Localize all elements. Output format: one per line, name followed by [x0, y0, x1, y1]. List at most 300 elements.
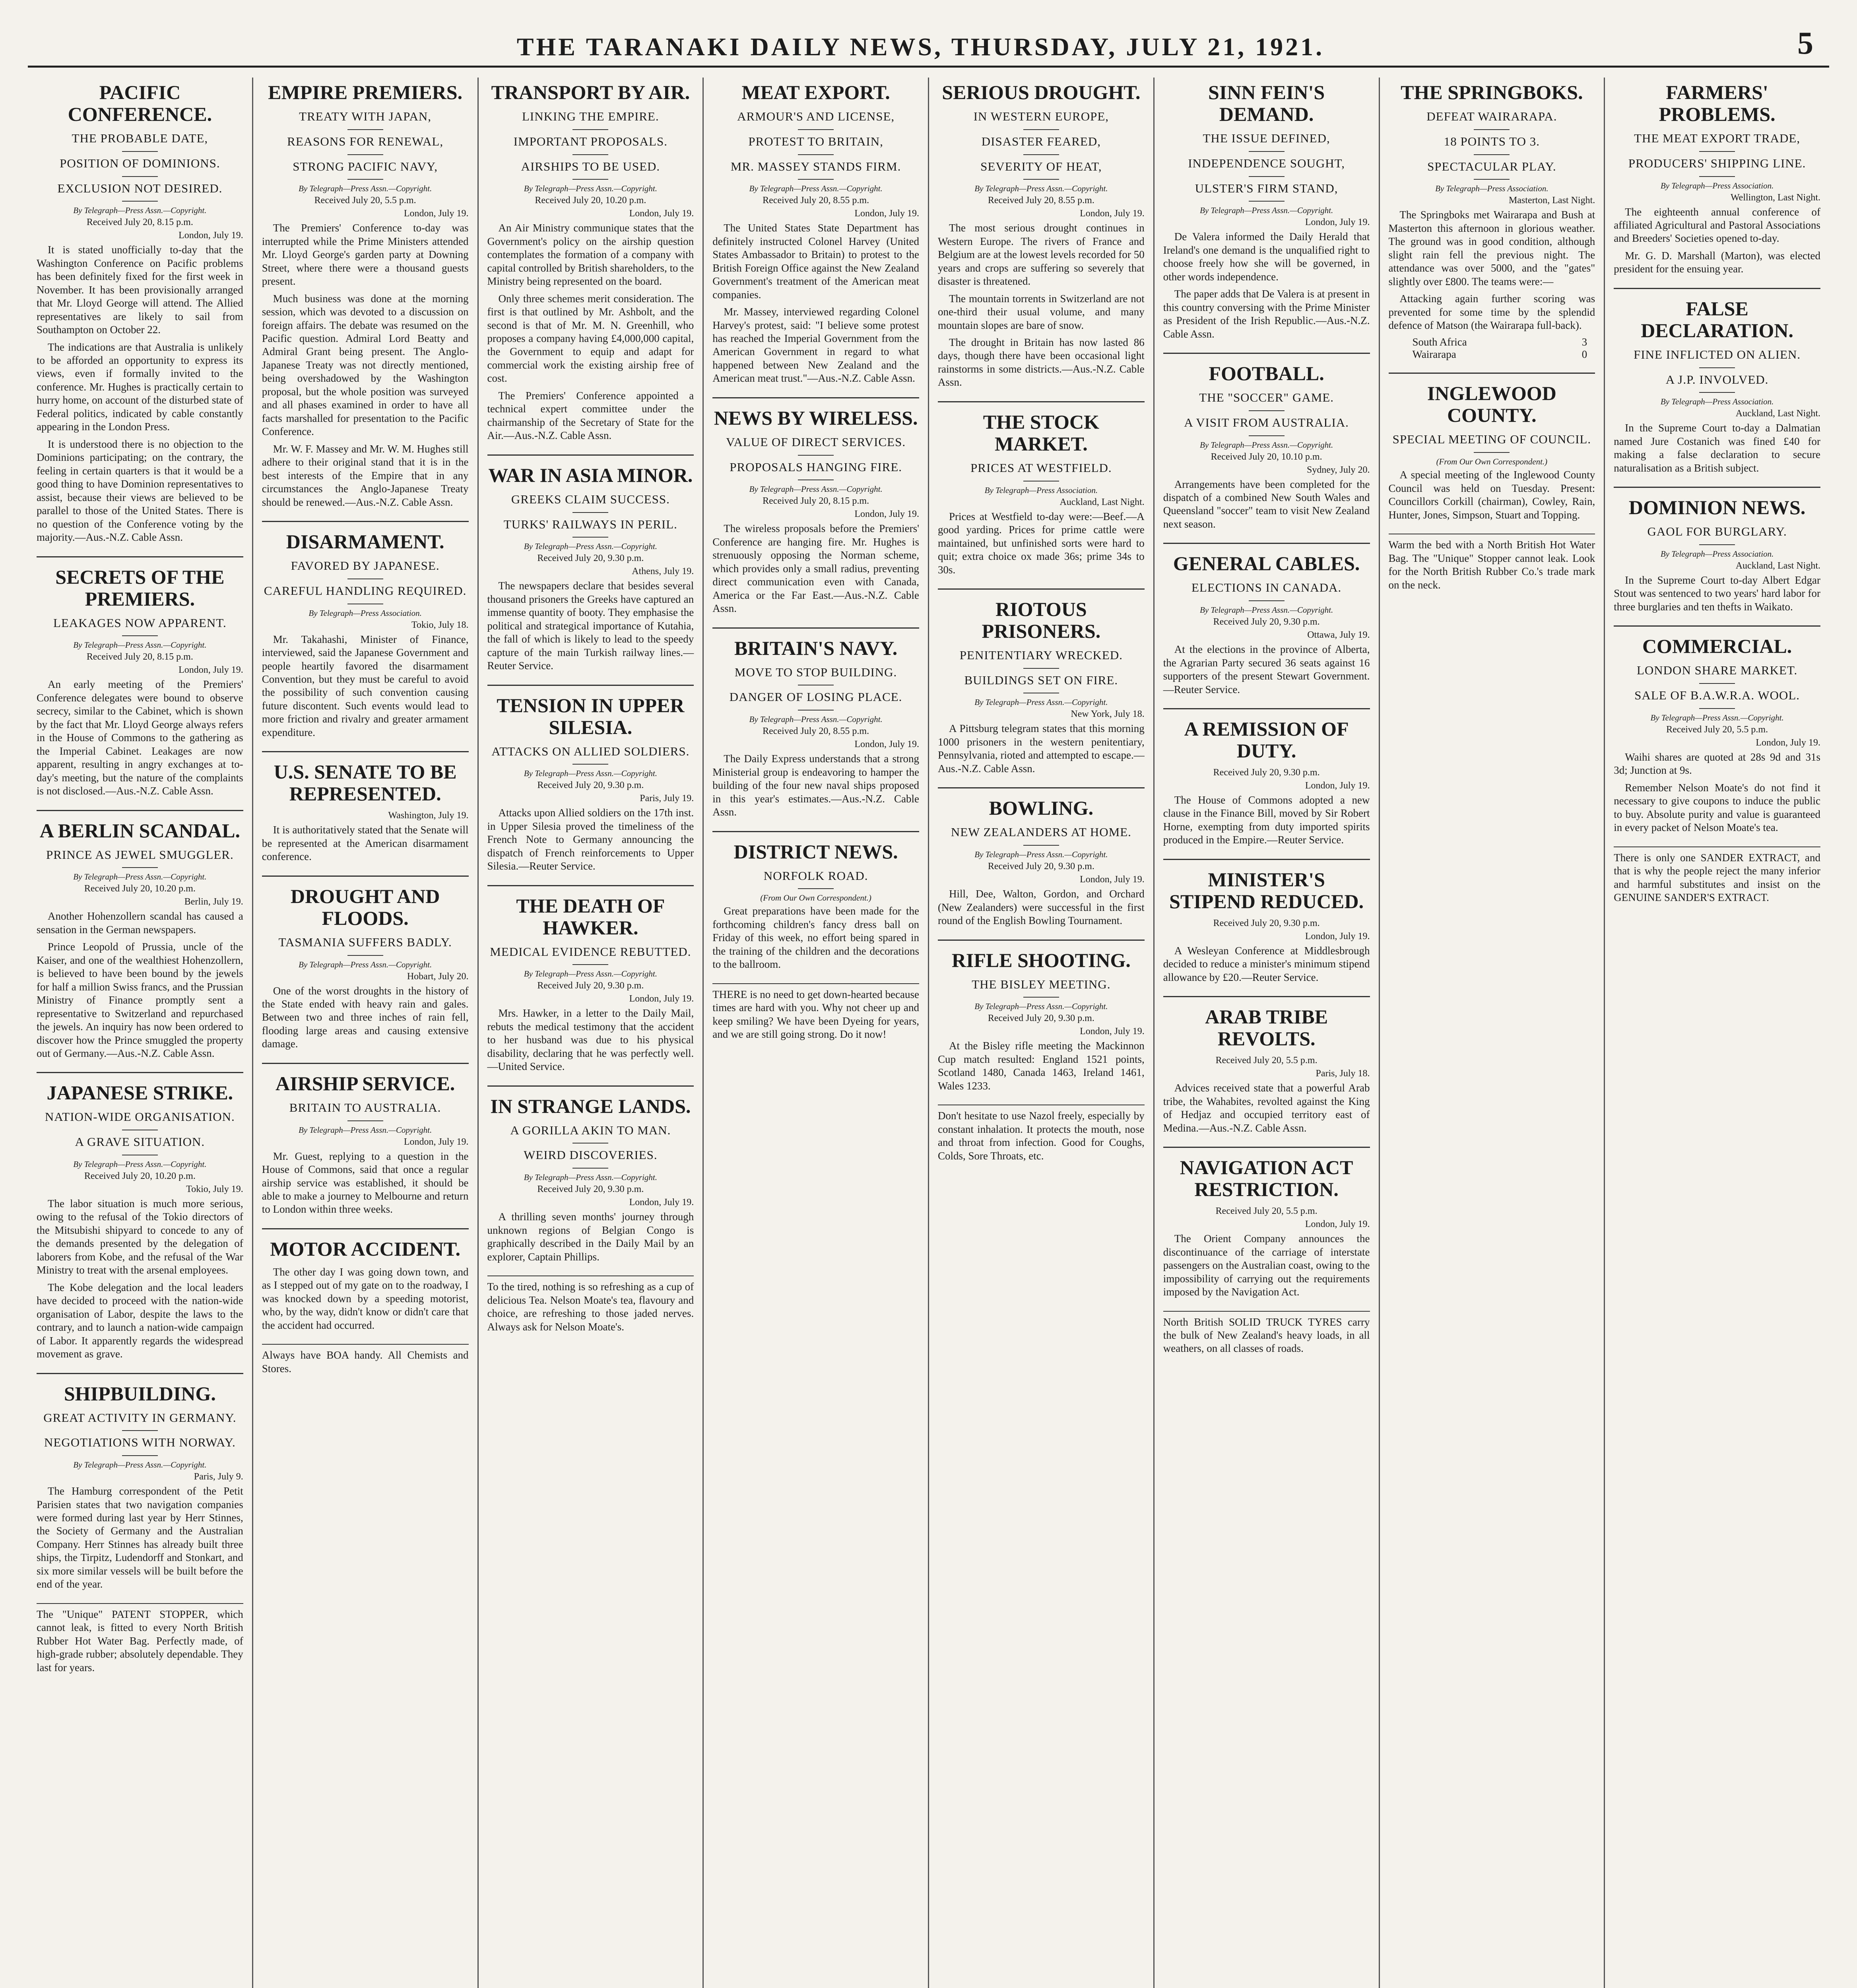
dateline: Auckland, Last Night.: [1735, 560, 1820, 571]
article-paragraph: At the Bisley rifle meeting the Mackinnon Cup match resulted: England 1521 points, Scotland 1480, Canada 1463, Ireland 1461, Wales 1233.: [938, 1040, 1145, 1092]
column-8: [1605, 78, 1829, 1988]
dateline: London, July 19.: [629, 1197, 694, 1208]
article-paragraph: Advices received state that a powerful Arab tribe, the Wahabites, revolted against the King of Hedjaz and occupied territory east of Medina.—Aus.-N.Z. Cable Assn.: [1163, 1082, 1370, 1134]
byline: By Telegraph—Press Assn.—Copyright.: [524, 969, 657, 979]
subheading: TREATY WITH JAPAN,: [262, 109, 469, 130]
byline: By Telegraph—Press Assn.—Copyright.: [974, 850, 1108, 860]
subheading: NATION-WIDE ORGANISATION.: [37, 1109, 243, 1130]
column-rule: [1163, 1147, 1370, 1148]
advertisement: To the tired, nothing is so refreshing as a cup of delicious Tea. Nelson Moate's tea, flavoury and choice, are refreshing to those jaded nerves. Always ask for Nelson Moate's.: [487, 1276, 694, 1334]
headline: SHIPBUILDING.: [64, 1382, 216, 1405]
dateline: Tokio, July 18.: [411, 619, 469, 630]
byline: By Telegraph—Press Assn.—Copyright.: [524, 1173, 657, 1182]
dateline: Auckland, Last Night.: [1059, 497, 1145, 507]
subheading: REASONS FOR RENEWAL,: [262, 134, 469, 155]
dateline: Washington, July 19.: [388, 810, 469, 821]
subheading: A J.P. INVOLVED.: [1614, 372, 1820, 393]
article: [262, 1238, 469, 1332]
column-rule: [1614, 288, 1820, 289]
article-paragraph: In the Supreme Court to-day a Dalmatian named Jure Costanich was fined £40 for making a false declaration to secure naturalisation as a British subject.: [1614, 422, 1820, 474]
column-4: [704, 78, 929, 1988]
article-paragraph: Another Hohenzollern scandal has caused a sensation in the German newspapers.: [37, 910, 243, 936]
byline: By Telegraph—Press Association.: [1435, 184, 1548, 194]
article-paragraph: A Wesleyan Conference at Middlesbrough decided to reduce a minister's minimum stipend allowance by £20.—Reuter Service.: [1163, 944, 1370, 983]
article-paragraph: Great preparations have been made for the forthcoming children's fancy dress ball on Friday of this week, no effort being spared in the training of the children and the decorations to the ballroom.: [712, 905, 919, 971]
column-rule: [712, 627, 919, 629]
article: [37, 566, 243, 798]
article: [938, 411, 1145, 577]
subheading: MR. MASSEY STANDS FIRM.: [712, 159, 919, 180]
headline: DROUGHT AND FLOODS.: [290, 885, 440, 929]
headline: TRANSPORT BY AIR.: [491, 81, 690, 103]
article-paragraph: Mr. Guest, replying to a question in the House of Commons, said that once a regular airship service was established, it should be able to make a journey to Melbourne and return to London within three weeks.: [262, 1150, 469, 1215]
dateline: Wellington, Last Night.: [1730, 192, 1820, 203]
column-rule: [487, 454, 694, 456]
score-row: [1413, 336, 1587, 348]
dateline: Masterton, Last Night.: [1508, 195, 1595, 206]
article-paragraph: The mountain torrents in Switzerland are not one-third their usual volume, and many mountain slopes are bare of snow.: [938, 292, 1145, 331]
subheading: EXCLUSION NOT DESIRED.: [37, 181, 243, 202]
received-time: Received July 20, 10.20 p.m.: [84, 883, 196, 894]
article-paragraph: An Air Ministry communique states that the Government's policy on the airship question contemplates the formation of a company with capital controlled by British shareholders, to the Ministry being represented on the board.: [487, 222, 694, 287]
headline: JAPANESE STRIKE.: [47, 1081, 233, 1104]
byline: By Telegraph—Press Association.: [984, 485, 1098, 495]
dateline: London, July 19.: [1305, 217, 1370, 228]
article-paragraph: Mr. Takahashi, Minister of Finance, interviewed, said the Japanese Government and people heartily favored the disarmament Convention, but they must be careful to avoid the possibility of such convention causing future discontent. Such events would lead to more friction and rivalry and greater armament expenditure.: [262, 633, 469, 738]
dateline: London, July 19.: [854, 739, 919, 750]
article-paragraph: The indications are that Australia is unlikely to be afforded an opportunity to express its views, even if formally invited to the conference. Mr. Hughes is practically certain to hurry home, on account of the disturbed state of Federal politics, indicated by cable constantly appearing in the London Press.: [37, 341, 243, 433]
subheading: STRONG PACIFIC NAVY,: [262, 159, 469, 180]
dateline: Auckland, Last Night.: [1735, 408, 1820, 419]
received-time: Received July 20, 9.30 p.m.: [1213, 767, 1320, 778]
article-paragraph: The other day I was going down town, and as I stepped out of my gate on to the roadway, I was knocked down by a speeding motorist, who, by the way, didn't know or didn't care that the accident had occurred.: [262, 1266, 469, 1331]
column-rule: [37, 810, 243, 811]
received-time: Received July 20, 8.15 p.m.: [86, 652, 193, 662]
column-rule: [938, 588, 1145, 590]
subheading: WEIRD DISCOVERIES.: [487, 1147, 694, 1169]
column-rule: [262, 1063, 469, 1064]
byline: (From Our Own Correspondent.): [1436, 457, 1548, 467]
article-paragraph: A Pittsburg telegram states that this morning 1000 prisoners in the western penitentiary, Pennsylvania, rioted and attempted to escape.—Aus.-N.Z. Cable Assn.: [938, 722, 1145, 775]
article: [37, 82, 243, 544]
article-paragraph: The newspapers declare that besides several thousand prisoners the Greeks have captured an immense quantity of booty. They emphasise the political and strategical importance of Kutahia, the fall of which is likely to lead to the speedy capture of the main Turkish railway lines.—Reuter Service.: [487, 580, 694, 672]
dateline: Paris, July 18.: [1316, 1068, 1370, 1079]
subheading: SPECIAL MEETING OF COUNCIL.: [1389, 432, 1595, 453]
headline: THE DEATH OF HAWKER.: [516, 894, 665, 939]
article-paragraph: Arrangements have been completed for the dispatch of a combined New South Wales and Queensland "soccer" team to visit New Zealand next season.: [1163, 478, 1370, 530]
column-rule: [1163, 543, 1370, 544]
received-time: Received July 20, 5.5 p.m.: [1666, 724, 1768, 735]
column-rule: [1163, 859, 1370, 860]
score-row: [1413, 348, 1587, 361]
subheading: TASMANIA SUFFERS BADLY.: [262, 935, 469, 956]
article-paragraph: Prices at Westfield to-day were:—Beef.—A good yarding. Prices for prime cattle were maintained, but unfinished sorts were hard to quit; extra choice ox made 36s; prime 34s to 30s.: [938, 510, 1145, 576]
article: [712, 841, 919, 971]
column-rule: [262, 521, 469, 522]
byline: By Telegraph—Press Assn.—Copyright.: [73, 872, 207, 882]
article: [487, 464, 694, 673]
byline: By Telegraph—Press Assn.—Copyright.: [73, 1159, 207, 1169]
headline: RIOTOUS PRISONERS.: [982, 598, 1101, 642]
received-time: Received July 20, 9.30 p.m.: [537, 553, 644, 564]
dateline: Tokio, July 19.: [186, 1184, 243, 1194]
article: [1614, 298, 1820, 475]
dateline: Hobart, July 20.: [407, 971, 469, 982]
column-6: [1155, 78, 1380, 1988]
score-table: [1413, 336, 1587, 361]
masthead-title: THE TARANAKI DAILY NEWS, THURSDAY, JULY 21, 1921.: [516, 33, 1325, 61]
article-paragraph: The Daily Express understands that a strong Ministerial group is endeavoring to hamper the building of the four new naval ships proposed in this year's estimates.—Aus.-N.Z. Cable Assn.: [712, 753, 919, 818]
article: [1163, 82, 1370, 341]
byline: By Telegraph—Press Assn.—Copyright.: [299, 184, 432, 194]
article-paragraph: The Springboks met Wairarapa and Bush at Masterton this afternoon in glorious weather. The ground was in good condition, although slight rain fell the previous night. The attendance was over 5000, and the "gates" slightly over £800. The teams were:—: [1388, 209, 1595, 287]
headline: U.S. SENATE TO BE REPRESENTED.: [274, 761, 457, 805]
subheading: PROTEST TO BRITAIN,: [712, 134, 919, 155]
subheading: GREAT ACTIVITY IN GERMANY.: [37, 1410, 243, 1431]
advertisement: THERE is no need to get down-hearted because times are hard with you. Why not cheer up and keep smiling? We have been Dyeing for years, and we are still going strong. Do it now!: [712, 983, 919, 1041]
article: [1163, 553, 1370, 696]
article-paragraph: The drought in Britain has now lasted 86 days, though there have been occasional light rainstorms in some districts.—Aus.-N.Z. Cable Assn.: [938, 336, 1145, 388]
article-paragraph: The Hamburg correspondent of the Petit Parisien states that two navigation companies were formed during last year by Herr Stinnes, the Society of Germany and the Australian Company. Herr Stinnes has already built three ships, the Tirpitz, Ludendorff and Stonkart, and six more similar vessels will be built before the end of the year.: [37, 1485, 243, 1590]
column-rule: [1614, 625, 1820, 627]
received-time: Received July 20, 8.15 p.m.: [763, 496, 869, 507]
advertisement: The "Unique" PATENT STOPPER, which cannot leak, is fitted to every North British Rubber Hot Water Bag. Perfectly made, of high-grade rubber; absolutely dependable. They last for years.: [37, 1603, 243, 1674]
received-time: Received July 20, 8.55 p.m.: [988, 195, 1094, 206]
subheading: PRODUCERS' SHIPPING LINE.: [1614, 156, 1820, 177]
headline: TENSION IN UPPER SILESIA.: [497, 694, 685, 738]
subheading: IN WESTERN EUROPE,: [938, 109, 1145, 130]
subheading: LEAKAGES NOW APPARENT.: [37, 615, 243, 637]
dateline: London, July 19.: [1080, 1026, 1145, 1037]
column-rule: [37, 1072, 243, 1073]
article: [938, 82, 1145, 389]
column-rule: [487, 1085, 694, 1087]
subheading: GREEKS CLAIM SUCCESS.: [487, 492, 694, 513]
article-paragraph: Mr. G. D. Marshall (Marton), was elected president for the ensuing year.: [1614, 249, 1820, 275]
article-paragraph: Remember Nelson Moate's do not find it necessary to give coupons to induce the public to buy. Absolute purity and value is guaranteed in every packet of Nelson Moate's tea.: [1614, 781, 1820, 834]
subheading: SEVERITY OF HEAT,: [938, 159, 1145, 180]
dateline: London, July 19.: [629, 994, 694, 1004]
received-time: Received July 20, 9.30 p.m.: [537, 980, 644, 991]
article-paragraph: Prince Leopold of Prussia, uncle of the Kaiser, and one of the wealthiest Hohenzollern, is believed to have been bound by the jewels for half a million Swiss francs, and the Prussian Ministry of Finance promptly sent a representative to Switzerland and repurchased the jewels. An inquiry has now been ordered to discover how the Prince smuggled the property out of Germany.—Aus.-N.Z. Cable Assn.: [37, 941, 243, 1059]
article: [938, 598, 1145, 775]
subheading: PROPOSALS HANGING FIRE.: [712, 460, 919, 481]
subheading: 18 POINTS TO 3.: [1389, 134, 1595, 155]
headline: AIRSHIP SERVICE.: [276, 1072, 455, 1095]
subheading: DISASTER FEARED,: [938, 134, 1145, 155]
column-rule: [1614, 487, 1820, 488]
received-time: Received July 20, 8.55 p.m.: [763, 726, 869, 737]
headline: BRITAIN'S NAVY.: [734, 637, 898, 659]
column-5: [929, 78, 1155, 1988]
subheading: ATTACKS ON ALLIED SOLDIERS.: [487, 744, 694, 765]
subheading: MEDICAL EVIDENCE REBUTTED.: [487, 944, 694, 965]
headline: A BERLIN SCANDAL.: [39, 819, 241, 842]
headline: A REMISSION OF DUTY.: [1184, 718, 1349, 762]
subheading: DEFEAT WAIRARAPA.: [1389, 109, 1595, 130]
article-paragraph: Attacks upon Allied soldiers on the 17th inst. in Upper Silesia proved the timeliness of the French Note to Germany announcing the dispatch of French reinforcements to Upper Silesia.—Reuter Service.: [487, 807, 694, 872]
article: [262, 761, 469, 863]
byline: By Telegraph—Press Assn.—Copyright.: [1200, 605, 1333, 615]
advertisement: Don't hesitate to use Nazol freely, especially by constant inhalation. It protects the mouth, nose and throat from infection. Good for Coughs, Colds, Sore Throats, etc.: [938, 1105, 1145, 1163]
team-points: 3: [1581, 336, 1587, 348]
received-time: Received July 20, 9.30 p.m.: [1213, 617, 1320, 627]
headline: FARMERS' PROBLEMS.: [1659, 81, 1776, 125]
headline: NAVIGATION ACT RESTRICTION.: [1180, 1156, 1353, 1201]
headline: SERIOUS DROUGHT.: [942, 81, 1141, 103]
dateline: London, July 19.: [404, 1136, 469, 1147]
subheading: THE PROBABLE DATE,: [37, 131, 243, 152]
byline: By Telegraph—Press Assn.—Copyright.: [749, 484, 883, 494]
article: [938, 797, 1145, 927]
dateline: London, July 19.: [1080, 874, 1145, 885]
byline: By Telegraph—Press Assn.—Copyright.: [524, 184, 657, 194]
received-time: Received July 20, 9.30 p.m.: [1213, 918, 1320, 928]
column-rule: [37, 1373, 243, 1374]
subheading: LONDON SHARE MARKET.: [1614, 663, 1820, 684]
advertisement: Warm the bed with a North British Hot Water Bag. The "Unique" Stopper cannot leak. Look for the North British Rubber Co.'s trade mark on the neck.: [1389, 534, 1595, 592]
headline: ARAB TRIBE REVOLTS.: [1205, 1006, 1328, 1050]
subheading: THE MEAT EXPORT TRADE,: [1614, 131, 1820, 152]
byline: (From Our Own Correspondent.): [760, 893, 871, 903]
column-rule: [938, 940, 1145, 941]
column-rule: [487, 885, 694, 886]
column-rule: [1163, 708, 1370, 709]
byline: By Telegraph—Press Assn.—Copyright.: [974, 1002, 1108, 1011]
dateline: London, July 19.: [179, 230, 243, 241]
headline: THE SPRINGBOKS.: [1401, 81, 1583, 103]
headline: MEAT EXPORT.: [741, 81, 890, 103]
column-rule: [262, 876, 469, 877]
dateline: London, July 19.: [1305, 931, 1370, 942]
article-paragraph: It is stated unofficially to-day that the Washington Conference on Pacific problems has been definitely fixed for the first week in November. It has been provisionally arranged that Mr. Lloyd George will attend. The Allied representatives are likely to sail from Southampton on October 22.: [37, 244, 243, 336]
subheading: POSITION OF DOMINIONS.: [37, 156, 243, 177]
headline: DOMINION NEWS.: [1628, 496, 1806, 519]
article: [1614, 635, 1820, 834]
headline: SECRETS OF THE PREMIERS.: [55, 565, 225, 610]
received-time: Received July 20, 5.5 p.m.: [1215, 1055, 1318, 1066]
article-paragraph: The United States State Department has definitely instructed Colonel Harvey (United States Ambassador to Britain) to protest to the British Foreign Office against the New Zealand Government's treatment of the American meat companies.: [712, 222, 919, 301]
article-paragraph: The Orient Company announces the discontinuance of the carriage of interstate passengers on the Australian coast, owing to the impossibility of carrying out the requirements imposed by the Navigation Act.: [1163, 1233, 1370, 1298]
headline: WAR IN ASIA MINOR.: [488, 464, 693, 486]
headline: FOOTBALL.: [1209, 362, 1324, 384]
article-paragraph: Attacking again further scoring was prevented for some time by the splendid defence of Matson (the Wairarapa full-back).: [1388, 293, 1595, 331]
article: [1163, 363, 1370, 531]
masthead: [28, 22, 1829, 68]
headline: DISARMAMENT.: [286, 530, 444, 553]
headline: DISTRICT NEWS.: [733, 840, 898, 863]
headline: MINISTER'S STIPEND REDUCED.: [1169, 868, 1364, 912]
headline: BOWLING.: [989, 797, 1094, 819]
article: [262, 1073, 469, 1216]
article-paragraph: One of the worst droughts in the history of the State ended with heavy rain and gales. Between two and three inches of rain fell, flooding large areas and causing extensive damage.: [262, 984, 469, 1050]
headline: RIFLE SHOOTING.: [951, 949, 1131, 971]
dateline: Athens, July 19.: [632, 566, 694, 577]
team-name: South Africa: [1412, 336, 1467, 348]
dateline: London, July 19.: [179, 665, 243, 676]
received-time: Received July 20, 9.30 p.m.: [537, 780, 644, 791]
byline: By Telegraph—Press Assn.—Copyright.: [974, 184, 1108, 194]
article: [1389, 382, 1595, 522]
subheading: ARMOUR'S AND LICENSE,: [712, 109, 919, 130]
article: [37, 820, 243, 1060]
dateline: New York, July 18.: [1071, 709, 1145, 720]
subheading: ULSTER'S FIRM STAND,: [1163, 181, 1370, 202]
article-paragraph: The Premiers' Conference appointed a technical expert committee under the chairmanship of the Secretary of State for the Air.—Aus.-N.Z. Cable Assn.: [487, 389, 694, 442]
received-time: Received July 20, 9.30 p.m.: [537, 1184, 644, 1195]
article: [487, 1095, 694, 1264]
headline: MOTOR ACCIDENT.: [270, 1237, 460, 1260]
advertisement: There is only one SANDER EXTRACT, and that is why the people reject the many inferior and harmful substitutes and insist on the GENUINE SANDER'S EXTRACT.: [1614, 846, 1820, 905]
article-paragraph: Waihi shares are quoted at 28s 9d and 31s 3d; Junction at 9s.: [1614, 751, 1820, 777]
headline: INGLEWOOD COUNTY.: [1427, 382, 1556, 427]
subheading: BRITAIN TO AUSTRALIA.: [262, 1100, 469, 1121]
byline: By Telegraph—Press Assn.—Copyright.: [299, 959, 432, 969]
subheading: PENITENTIARY WRECKED.: [938, 648, 1145, 669]
subheading: FAVORED BY JAPANESE.: [262, 558, 469, 579]
article: [1614, 82, 1820, 276]
column-1: [28, 78, 253, 1988]
subheading: AIRSHIPS TO BE USED.: [487, 159, 694, 180]
subheading: MOVE TO STOP BUILDING.: [712, 665, 919, 686]
column-rule: [1163, 353, 1370, 354]
column-rule: [712, 831, 919, 832]
article: [487, 82, 694, 443]
subheading: CAREFUL HANDLING REQUIRED.: [262, 583, 469, 604]
headline: NEWS BY WIRELESS.: [714, 406, 918, 429]
article-paragraph: Only three schemes merit consideration. The first is that outlined by Mr. Ashbolt, and the second is that of Mr. M. N. Greenhill, who proposes a company having £4,000,000 capital, the Government to equip and adapt for commercial work the existing airship free of cost.: [487, 292, 694, 384]
article-paragraph: The wireless proposals before the Premiers' Conference are hanging fire. Mr. Hughes is strenuously opposing the Norman scheme, which provides only a small radius, preventing direct communication even with Canada, America or the Far East.—Aus.-N.Z. Cable Assn.: [712, 522, 919, 615]
received-time: Received July 20, 5.5 p.m.: [1215, 1206, 1318, 1217]
dateline: Paris, July 9.: [194, 1472, 243, 1482]
subheading: FINE INFLICTED ON ALIEN.: [1614, 347, 1820, 368]
article-paragraph: It is understood there is no objection to the Dominions participating; on the contrary, the feeling in certain quarters is that it would be a good thing to have Dominion representatives to assist, because their views are believed to be parallel to those of the United States. There is no question of the Conference voting by the majority.—Aus.-N.Z. Cable Assn.: [37, 438, 243, 544]
article: [712, 407, 919, 615]
headline: SINN FEIN'S DEMAND.: [1208, 81, 1325, 125]
byline: By Telegraph—Press Assn.—Copyright.: [749, 184, 883, 194]
byline: By Telegraph—Press Association.: [1660, 397, 1774, 407]
headline: PACIFIC CONFERENCE.: [68, 81, 212, 125]
subheading: ELECTIONS IN CANADA.: [1163, 580, 1370, 601]
subheading: A GORILLA AKIN TO MAN.: [487, 1123, 694, 1144]
dateline: Berlin, July 19.: [184, 897, 243, 907]
dateline: London, July 19.: [854, 509, 919, 520]
article-paragraph: The House of Commons adopted a new clause in the Finance Bill, moved by Sir Robert Horne, exempting from duty imported spirits produced in the Empire.—Reuter Service.: [1163, 794, 1370, 846]
article-paragraph: Hill, Dee, Walton, Gordon, and Orchard (New Zealanders) were successful in the first round of the English Bowling Tournament.: [938, 888, 1145, 927]
column-rule: [262, 1228, 469, 1229]
article-paragraph: A thrilling seven months' journey through unknown regions of Belgian Congo is graphically described in the Daily Mail by an explorer, Captain Phillips.: [487, 1211, 694, 1263]
article: [262, 531, 469, 739]
team-points: 0: [1581, 348, 1587, 361]
byline: By Telegraph—Press Assn.—Copyright.: [1650, 712, 1784, 722]
headline: COMMERCIAL.: [1642, 635, 1792, 658]
byline: By Telegraph—Press Assn.—Copyright.: [73, 206, 207, 215]
article: [37, 1383, 243, 1591]
article-paragraph: Mr. W. F. Massey and Mr. W. M. Hughes still adhere to their original stand that it is in the best interests of the Empire that in any circumstances the Anglo-Japanese Treaty should be renewed.—Aus.-N.Z. Cable Assn.: [262, 443, 469, 508]
article-paragraph: Much business was done at the morning session, which was devoted to a discussion on foreign affairs. The debate was resumed on the Pacific question. Admiral Lord Beatty and Admiral Grant being present. The Anglo-Japanese Treaty was not directly mentioned, being overshadowed by the Washington proposal, but the whole position was surveyed and all phases examined in order to have all facts marshalled for presentation to the Pacific Conference.: [262, 292, 469, 438]
headline: EMPIRE PREMIERS.: [268, 81, 463, 103]
column-rule: [1163, 996, 1370, 997]
team-name: Wairarapa: [1412, 348, 1456, 361]
dateline: Sydney, July 20.: [1307, 464, 1370, 475]
article: [1163, 869, 1370, 984]
subheading: SPECTACULAR PLAY.: [1389, 159, 1595, 180]
article: [1163, 718, 1370, 847]
advertisement: North British SOLID TRUCK TYRES carry the bulk of New Zealand's heavy loads, in all weathers, on all classes of roads.: [1163, 1311, 1370, 1355]
byline: By Telegraph—Press Assn.—Copyright.: [73, 640, 207, 650]
column-rule: [938, 401, 1145, 402]
article: [1614, 497, 1820, 613]
page-number: 5: [1797, 26, 1813, 61]
headline: FALSE DECLARATION.: [1641, 297, 1794, 342]
column-rule: [712, 397, 919, 398]
headline: IN STRANGE LANDS.: [490, 1095, 691, 1117]
subheading: INDEPENDENCE SOUGHT,: [1163, 156, 1370, 177]
subheading: DANGER OF LOSING PLACE.: [712, 689, 919, 711]
article: [37, 1082, 243, 1361]
headline: THE STOCK MARKET.: [983, 410, 1099, 455]
subheading: LINKING THE EMPIRE.: [487, 109, 694, 130]
article-paragraph: The Premiers' Conference to-day was interrupted while the Prime Ministers attended Mr. Lloyd George's garden party at Downing Street, where there were a thousand guests present.: [262, 222, 469, 287]
byline: By Telegraph—Press Assn.—Copyright.: [1200, 206, 1333, 215]
byline: By Telegraph—Press Assn.—Copyright.: [524, 769, 657, 779]
column-rule: [262, 751, 469, 752]
advertisement: Always have BOA handy. All Chemists and Stores.: [262, 1344, 469, 1375]
byline: By Telegraph—Press Assn.—Copyright.: [1200, 440, 1333, 450]
article-paragraph: The eighteenth annual conference of affiliated Agricultural and Pastoral Associations and Breeders' Societies opened to-day.: [1614, 206, 1820, 245]
subheading: TURKS' RAILWAYS IN PERIL.: [487, 517, 694, 538]
article: [1163, 1157, 1370, 1299]
dateline: London, July 19.: [1305, 1219, 1370, 1230]
subheading: SALE OF B.A.W.R.A. WOOL.: [1614, 688, 1820, 709]
dateline: London, July 19.: [854, 208, 919, 219]
dateline: Paris, July 19.: [640, 793, 694, 804]
received-time: Received July 20, 8.55 p.m.: [763, 195, 869, 206]
subheading: IMPORTANT PROPOSALS.: [487, 134, 694, 155]
article-paragraph: In the Supreme Court to-day Albert Edgar Stout was sentenced to two years' hard labor for three burglaries and ten thefts in Waikato.: [1614, 574, 1820, 613]
column-rule: [37, 556, 243, 557]
byline: By Telegraph—Press Assn.—Copyright.: [299, 1125, 432, 1135]
article-paragraph: The most serious drought continues in Western Europe. The rivers of France and Belgium are at the lowest levels recorded for 50 years and crops are suffering so severely that disaster is threatened.: [938, 222, 1145, 287]
received-time: Received July 20, 10.20 p.m.: [84, 1171, 196, 1181]
received-time: Received July 20, 5.5 p.m.: [314, 195, 416, 206]
column-rule: [487, 685, 694, 686]
received-time: Received July 20, 9.30 p.m.: [988, 1013, 1094, 1024]
subheading: NEGOTIATIONS WITH NORWAY.: [37, 1435, 243, 1456]
column-rule: [1389, 373, 1595, 374]
byline: By Telegraph—Press Assn.—Copyright.: [524, 542, 657, 551]
subheading: NEW ZEALANDERS AT HOME.: [938, 825, 1145, 846]
article-paragraph: A special meeting of the Inglewood County Council was held on Tuesday. Present: Councillors Corkill (chairman), Cowley, Rain, Hunter, Jones, Simpson, Stuart and Topping.: [1388, 469, 1595, 521]
dateline: Ottawa, July 19.: [1307, 630, 1370, 641]
dateline: London, July 19.: [1305, 780, 1370, 791]
byline: By Telegraph—Press Assn.—Copyright.: [974, 697, 1108, 707]
column-2: [253, 78, 479, 1988]
article-paragraph: An early meeting of the Premiers' Conference delegates were bound to observe secrecy, similar to the Cabinet, which is shown by the fact that Mr. Lloyd George always refers in the House of Commons to the gathering as the Imperial Cabinet. Leakages are now apparent, resulting in angry exchanges at to-day's meeting, but the nature of the complaints is not disclosed.—Aus.-N.Z. Cable Assn.: [37, 678, 243, 797]
article: [1389, 82, 1595, 361]
received-time: Received July 20, 8.15 p.m.: [86, 217, 193, 228]
article: [712, 82, 919, 385]
article: [262, 885, 469, 1051]
subheading: GAOL FOR BURGLARY.: [1614, 524, 1820, 545]
subheading: PRICES AT WESTFIELD.: [938, 460, 1145, 481]
columns: [28, 78, 1829, 1988]
article-paragraph: De Valera informed the Daily Herald that Ireland's one demand is the unqualified right to choose freely how she will be governed, in other words independence.: [1163, 231, 1370, 283]
article: [938, 949, 1145, 1093]
subheading: NORFOLK ROAD.: [712, 868, 919, 889]
byline: By Telegraph—Press Assn.—Copyright.: [73, 1460, 207, 1470]
article: [487, 895, 694, 1074]
